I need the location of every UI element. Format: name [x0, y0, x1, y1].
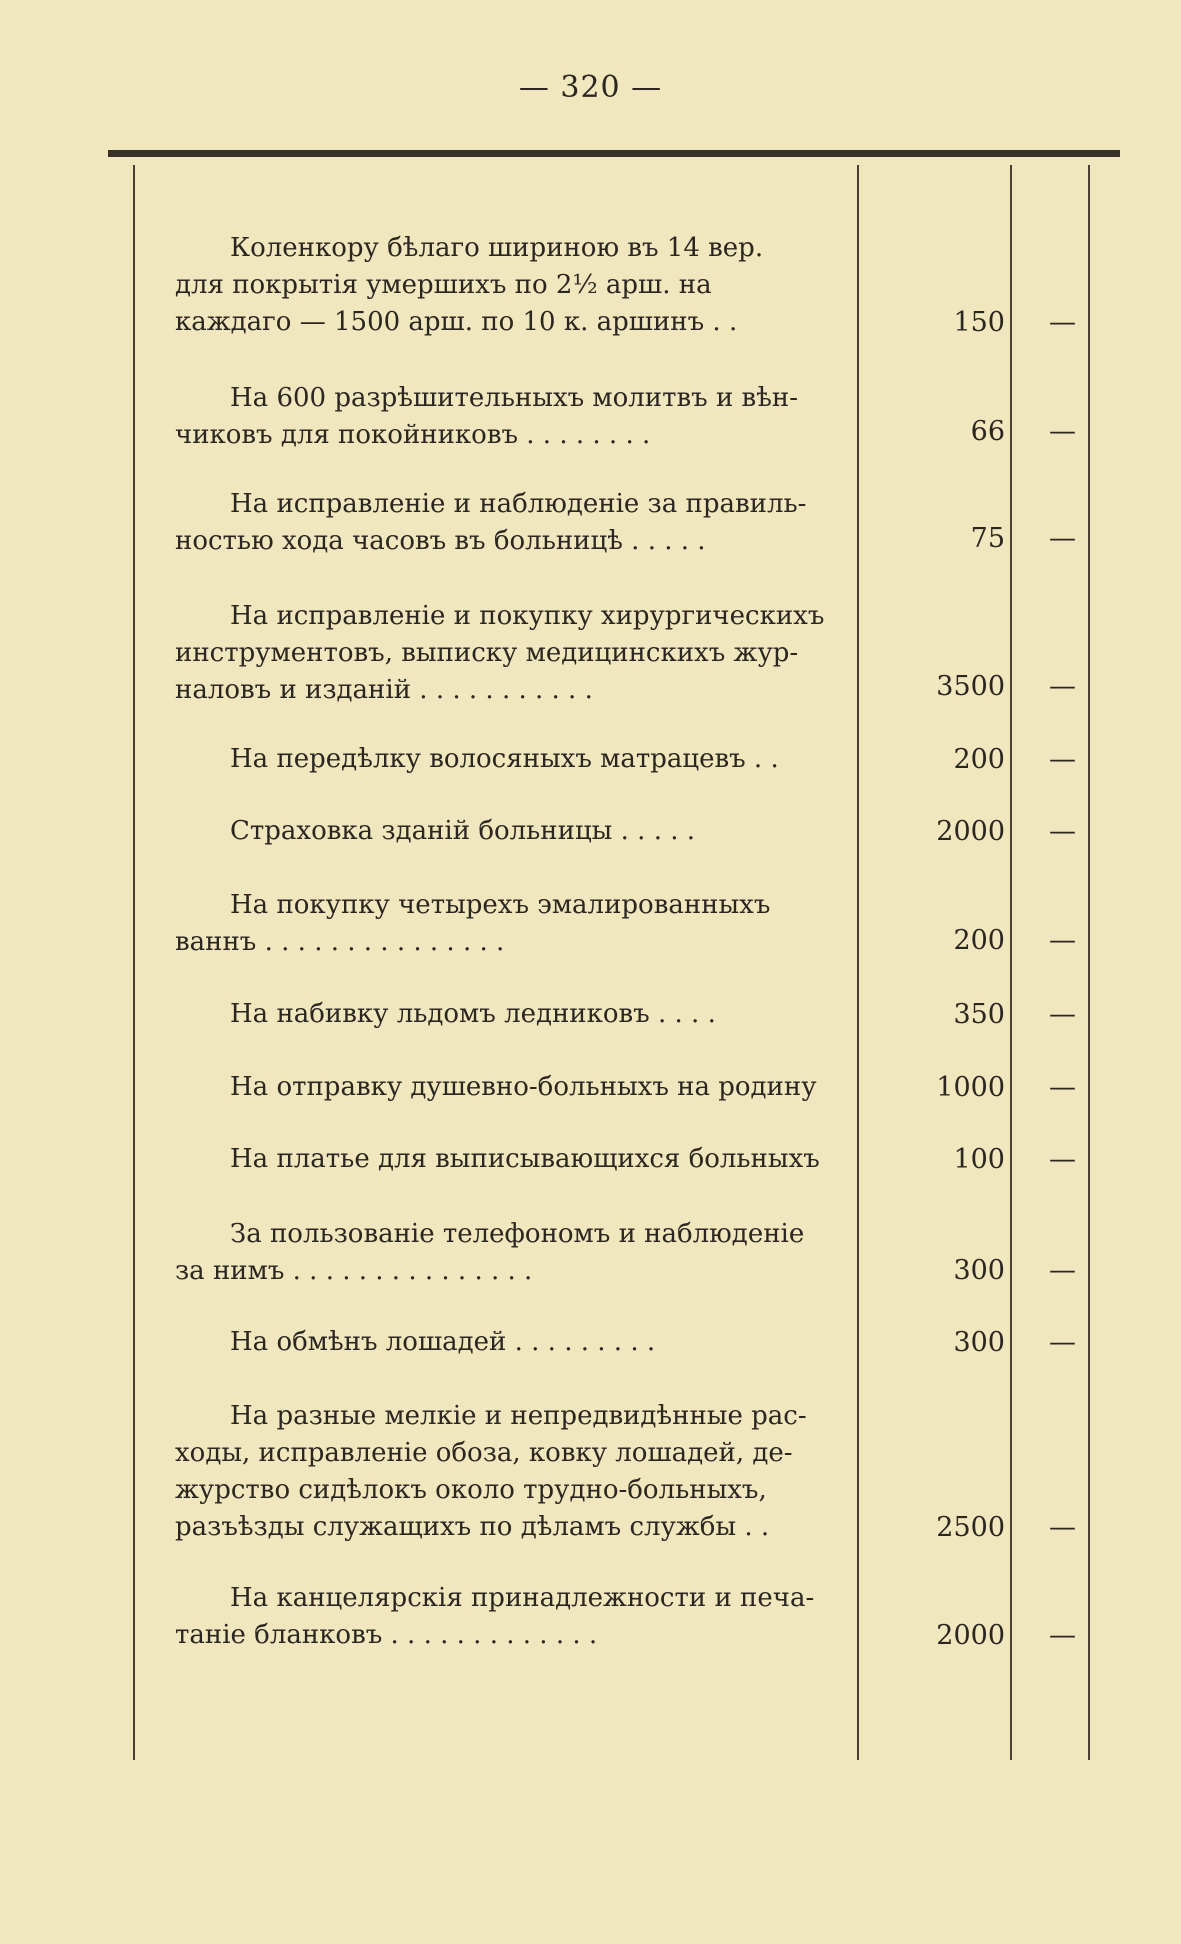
entry-text — [175, 1069, 830, 1106]
entry-amount: 150 — [953, 307, 1005, 338]
entry-line: На набивку льдомъ ледниковъ . . . . — [230, 999, 716, 1029]
entry-text — [175, 1141, 830, 1178]
entry-line: Коленкору бѣлаго шириною въ 14 вер. — [230, 233, 764, 263]
entry-text — [175, 813, 830, 850]
entry-amount: 300 — [953, 1255, 1005, 1286]
entry-text — [175, 486, 830, 560]
entry-amount: 2500 — [936, 1512, 1005, 1543]
entry-line: На обмѣнъ лошадей . . . . . . . . . — [230, 1327, 656, 1357]
entry-kopecks: — — [1049, 671, 1076, 702]
entry-amount: 2000 — [936, 816, 1005, 847]
entry-text — [175, 380, 830, 454]
entry-text — [175, 1324, 830, 1361]
entry-line: разъѣзды служащихъ по дѣламъ службы . . — [175, 1512, 770, 1542]
entry-kopecks: — — [1049, 523, 1076, 554]
entry-kopecks: — — [1049, 816, 1076, 847]
entry-amount: 350 — [953, 999, 1005, 1030]
entry-line: каждаго — 1500 арш. по 10 к. аршинъ . . — [175, 307, 738, 337]
entry-line: На передѣлку волосяныхъ матрацевъ . . — [230, 744, 779, 774]
entry-kopecks: — — [1049, 1255, 1076, 1286]
entry-text — [175, 1398, 830, 1546]
entry-kopecks: — — [1049, 1512, 1076, 1543]
entry-line: На канцелярскія принадлежности и печа- — [230, 1583, 815, 1613]
left-border — [133, 165, 135, 1760]
entry-kopecks: — — [1049, 416, 1076, 447]
entry-line: На исправленіе и покупку хирургическихъ — [230, 601, 825, 631]
entry-line: ходы, исправленіе обоза, ковку лошадей, де- — [175, 1438, 793, 1468]
entry-line: инструментовъ, выписку медицинскихъ жур- — [175, 638, 799, 668]
entry-line: чиковъ для покойниковъ . . . . . . . . — [175, 420, 651, 450]
entry-line: Страховка зданій больницы . . . . . — [230, 816, 696, 846]
entry-text — [175, 598, 830, 709]
amount-column-divider — [857, 165, 859, 1760]
entry-line: за нимъ . . . . . . . . . . . . . . . — [175, 1256, 533, 1286]
entry-kopecks: — — [1049, 1327, 1076, 1358]
entry-kopecks: — — [1049, 999, 1076, 1030]
entry-kopecks: — — [1049, 1620, 1076, 1651]
entry-line: ностью хода часовъ въ больницѣ . . . . . — [175, 526, 706, 556]
entry-line: наловъ и изданій . . . . . . . . . . . — [175, 675, 593, 705]
entry-line: На покупку четырехъ эмалированныхъ — [230, 890, 771, 920]
entry-line: журство сидѣлокъ около трудно-больныхъ, — [175, 1475, 767, 1505]
entry-text — [175, 230, 830, 341]
entry-line: На 600 разрѣшительныхъ молитвъ и вѣн- — [230, 383, 798, 413]
entry-amount: 2000 — [936, 1620, 1005, 1651]
entry-kopecks: — — [1049, 1072, 1076, 1103]
entry-amount: 200 — [953, 925, 1005, 956]
entry-text — [175, 887, 830, 961]
page-number: — 320 — — [518, 70, 663, 105]
entry-kopecks: — — [1049, 307, 1076, 338]
entry-amount: 66 — [970, 416, 1005, 447]
entry-kopecks: — — [1049, 1144, 1076, 1175]
entry-line: За пользованіе телефономъ и наблюденіе — [230, 1219, 805, 1249]
entry-kopecks: — — [1049, 744, 1076, 775]
entry-line: На отправку душевно-больныхъ на родину — [230, 1072, 817, 1102]
entry-kopecks: — — [1049, 925, 1076, 956]
entry-line: ваннъ . . . . . . . . . . . . . . . — [175, 927, 505, 957]
entry-amount: 300 — [953, 1327, 1005, 1358]
entry-line: На разные мелкіе и непредвидѣнные рас- — [230, 1401, 807, 1431]
entry-line: На платье для выписывающихся больныхъ — [230, 1144, 820, 1174]
entry-text — [175, 996, 830, 1033]
entry-amount: 3500 — [936, 671, 1005, 702]
entry-text — [175, 741, 830, 778]
entry-line: таніе бланковъ . . . . . . . . . . . . . — [175, 1620, 598, 1650]
entry-amount: 100 — [953, 1144, 1005, 1175]
entry-line: для покрытія умершихъ по 2½ арш. на — [175, 270, 712, 300]
entry-amount: 1000 — [936, 1072, 1005, 1103]
entry-text — [175, 1580, 830, 1654]
entry-line: На исправленіе и наблюденіе за правиль- — [230, 489, 807, 519]
entry-amount: 75 — [970, 523, 1005, 554]
entry-text — [175, 1216, 830, 1290]
entry-amount: 200 — [953, 744, 1005, 775]
